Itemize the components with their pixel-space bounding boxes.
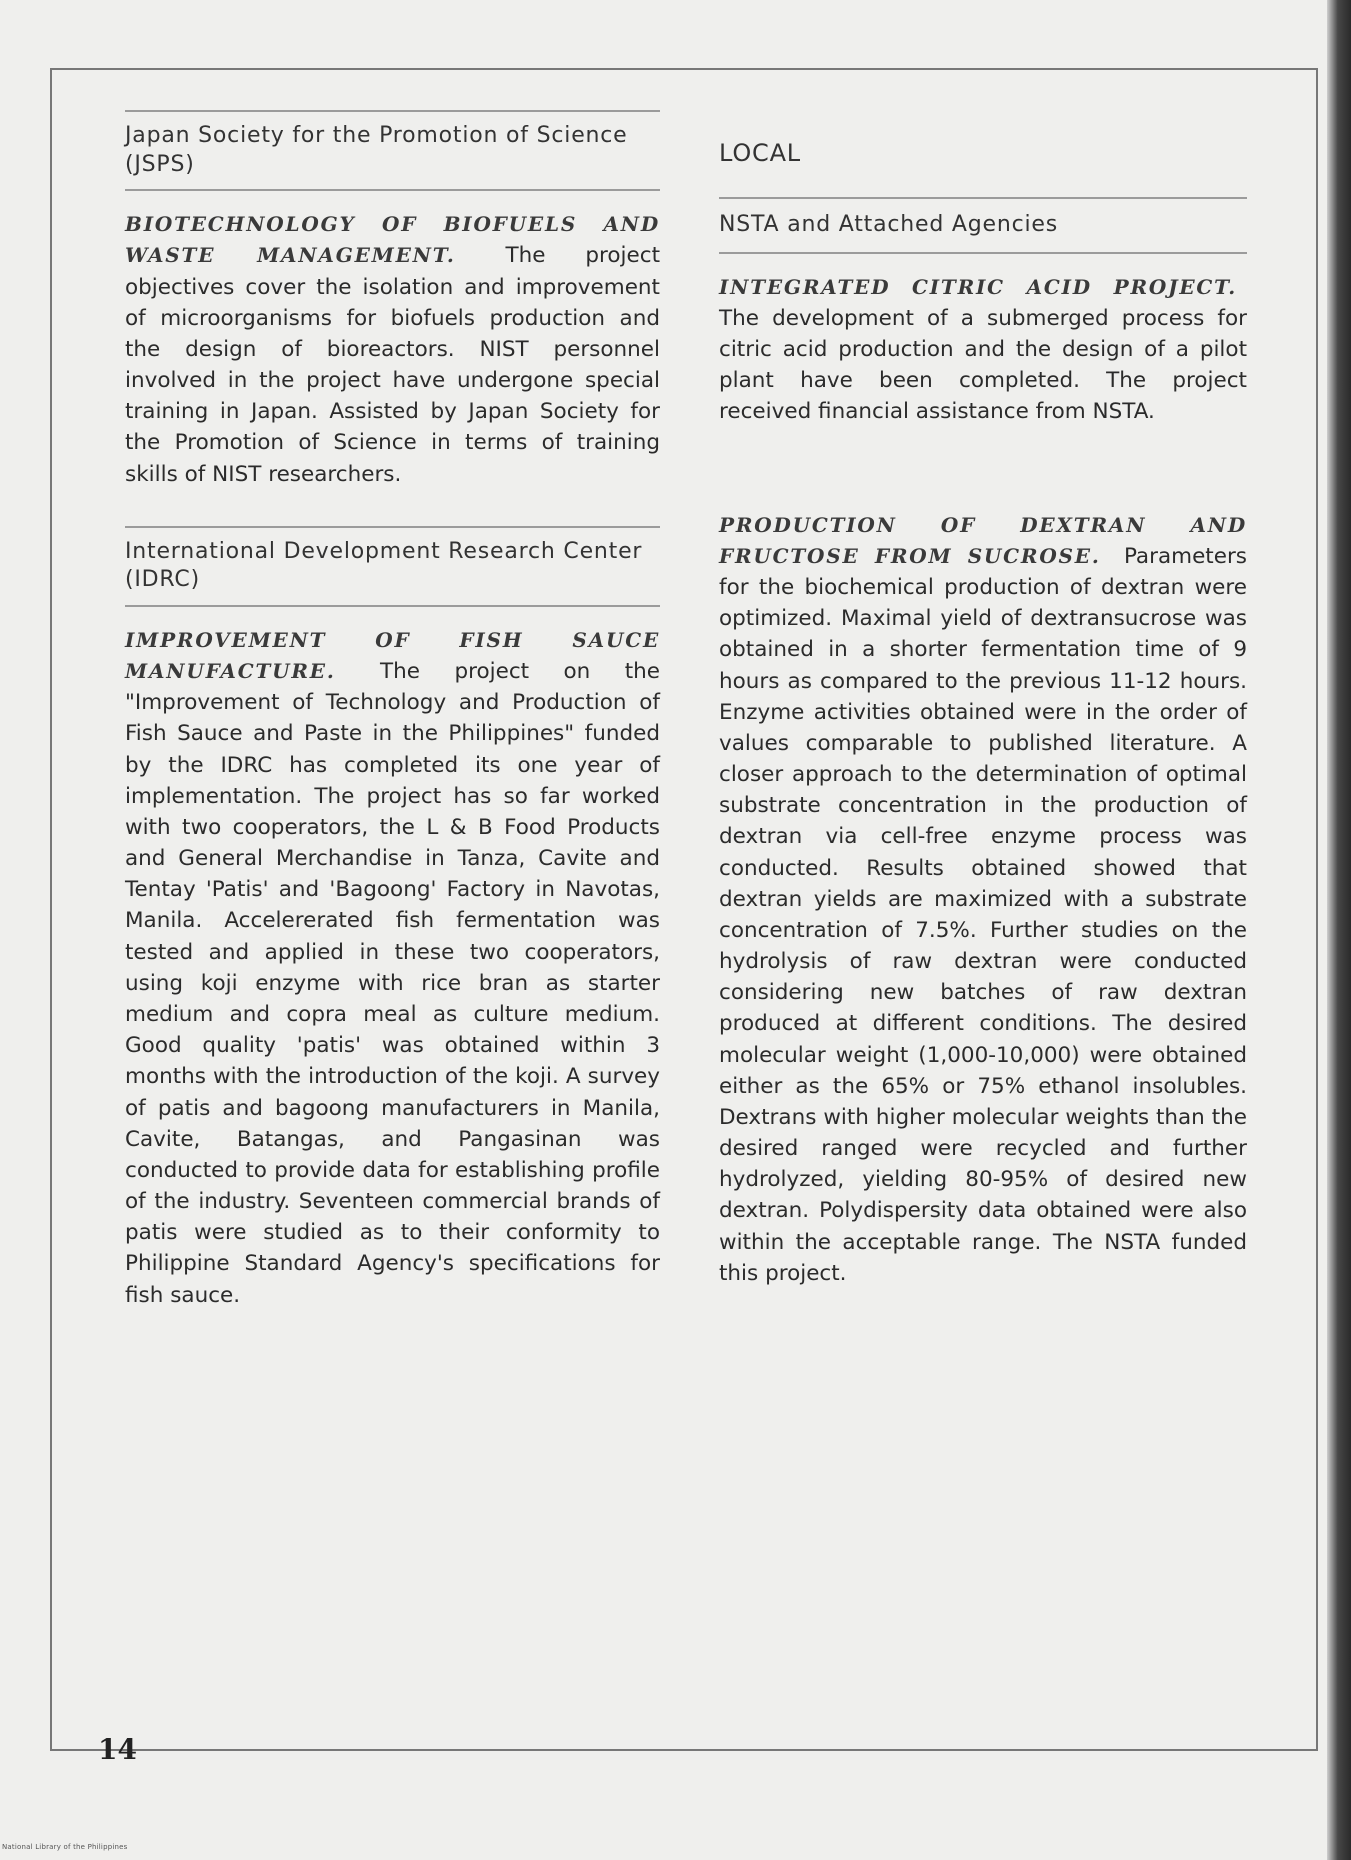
project-citric-acid (719, 272, 1247, 428)
project-title-fish-sauce: IMPROVEMENT OF FISH SAUCE MANUFACTURE. (125, 627, 660, 684)
right-column (719, 110, 1247, 1289)
project-title-dextran: PRODUCTION OF DEXTRAN AND FRUCTOSE FROM SUCROSE. (719, 512, 1247, 568)
scan-edge-shadow (1327, 0, 1351, 1860)
section-heading-local: LOCAL (719, 139, 801, 167)
project-title-citric-acid: INTEGRATED CITRIC ACID PROJECT. (719, 274, 1237, 299)
section-rule (125, 526, 660, 528)
project-text-citric-acid: The development of a submerged process for citric acid production and the design of a pilot plant have been completed. The project received financial assistance from NSTA. (719, 305, 1247, 425)
footer-note: National Library of the Philippines (2, 1843, 128, 1851)
project-text-biofuels: The project objectives cover the isolation and improvement of microorganisms for biofuels production and the design of bioreactors. NIST personnel involved in the project have undergone special training in Japan. Assisted by Japan Society for the Promotion of Science in terms of training skills of NIST researchers. (125, 243, 660, 487)
section-rule (719, 197, 1247, 199)
left-column (125, 110, 660, 1311)
page-number: 14 (98, 1733, 137, 1766)
project-fish-sauce (125, 625, 660, 1311)
section-rule (125, 110, 660, 112)
section-heading-nsta: NSTA and Attached Agencies (719, 212, 1059, 238)
section-heading-jsps: Japan Society for the Promotion of Science (JSPS) (125, 123, 628, 177)
project-dextran (719, 510, 1247, 1289)
project-text-fish-sauce: The project on the "Improvement of Technology and Production of Fish Sauce and Paste in the Philippines" funded by the IDRC has completed its one year of implementation. The project has so far worked with two cooperators, the L & B Food Products and General Merchandise in Tanza, Cavite and Tentay 'Patis' and 'Bagoong' Factory in Navotas, Manila. Accelererated fish fermentation was tested and applied in these two cooperators, using koji enzyme with rice bran as starter medium and copra meal as culture medium. Good quality 'patis' was obtained within 3 months with the introduction of the koji. A survey of patis and bagoong manufacturers in Manila, Cavite, Batangas, and Pangasinan was conducted to provide data for establishing profile of the industry. Seventeen commercial brands of patis were studied as to their conformity to Philippine Standard Agency's specifications for fish sauce. (125, 659, 660, 1308)
project-text-dextran: Parameters for the biochemical production of dextran were optimized. Maximal yield of dextransucrose was obtained in a shorter fermentation time of 9 hours as compared to the previous 11-12 hours. Enzyme activities obtained were in the order of values comparable to published literature. A closer approach to the determination of optimal substrate concentration in the production of dextran via cell-free enzyme process was conducted. Results obtained showed that dextran yields are maximized with a substrate concentration of 7.5%. Further studies on the hydrolysis of raw dextran were conducted considering new batches of raw dextran produced at different conditions. The desired molecular weight (1,000-10,000) were obtained either as the 65% or 75% ethanol insolubles. Dextrans with higher molecular weights than the desired ranged were recycled and further hydrolyzed, yielding 80-95% of desired new dextran. Polydispersity data obtained were also within the acceptable range. The NSTA funded this project. (719, 543, 1247, 1286)
section-heading-idrc: International Development Research Center (IDRC) (125, 538, 643, 593)
project-biofuels (125, 209, 660, 490)
project-title-biofuels: BIOTECHNOLOGY OF BIOFUELS AND WASTE MANAGEMENT. (125, 212, 660, 268)
